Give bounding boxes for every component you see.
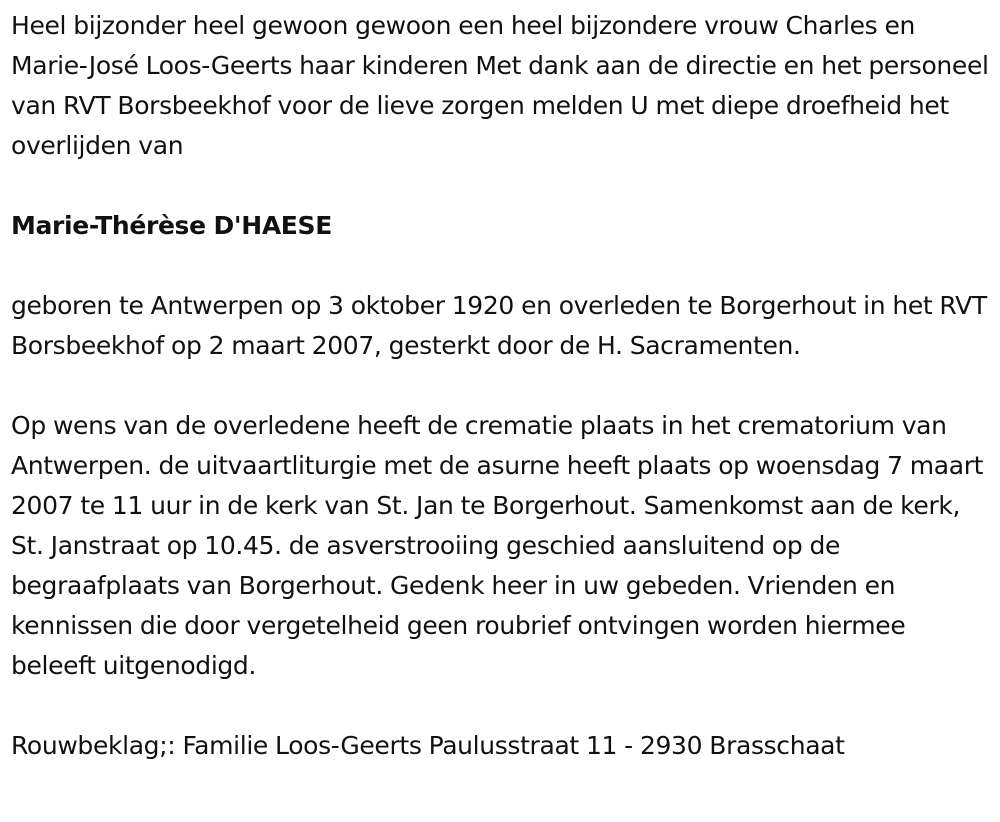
paragraph-spacer [11,686,993,726]
paragraph-spacer [11,246,993,286]
death-notice [11,6,993,766]
intro-paragraph: Heel bijzonder heel gewoon gewoon een heel bijzondere vrouw Charles en Marie-José Loos-Geerts haar kinderen Met dank aan de directie en het personeel van RVT Borsbeekhof voor de lieve zorgen melden U met diepe droefheid het overlijden van [11,11,989,160]
birth-death-paragraph: geboren te Antwerpen op 3 oktober 1920 en overleden te Borgerhout in het RVT Borsbeekhof op 2 maart 2007, gesterkt door de H. Sacramenten. [11,291,987,360]
deceased-name: Marie-Thérèse D'HAESE [11,211,332,240]
ceremony-paragraph: Op wens van de overledene heeft de crematie plaats in het crematorium van Antwerpen. de uitvaartliturgie met de asurne heeft plaats op woensdag 7 maart 2007 te 11 uur in de kerk van St. Jan te Borgerhout. Samenkomst aan de kerk, St. Janstraat op 10.45. de asverstrooiing geschied aansluitend op de begraafplaats van Borgerhout. Gedenk heer in uw gebeden. Vrienden en kennissen die door vergetelheid geen roubrief ontvingen worden hiermee beleeft uitgenodigd. [11,411,984,680]
condolence-address: Rouwbeklag;: Familie Loos-Geerts Paulusstraat 11 - 2930 Brasschaat [11,731,845,760]
paragraph-spacer [11,366,993,406]
paragraph-spacer [11,166,993,206]
